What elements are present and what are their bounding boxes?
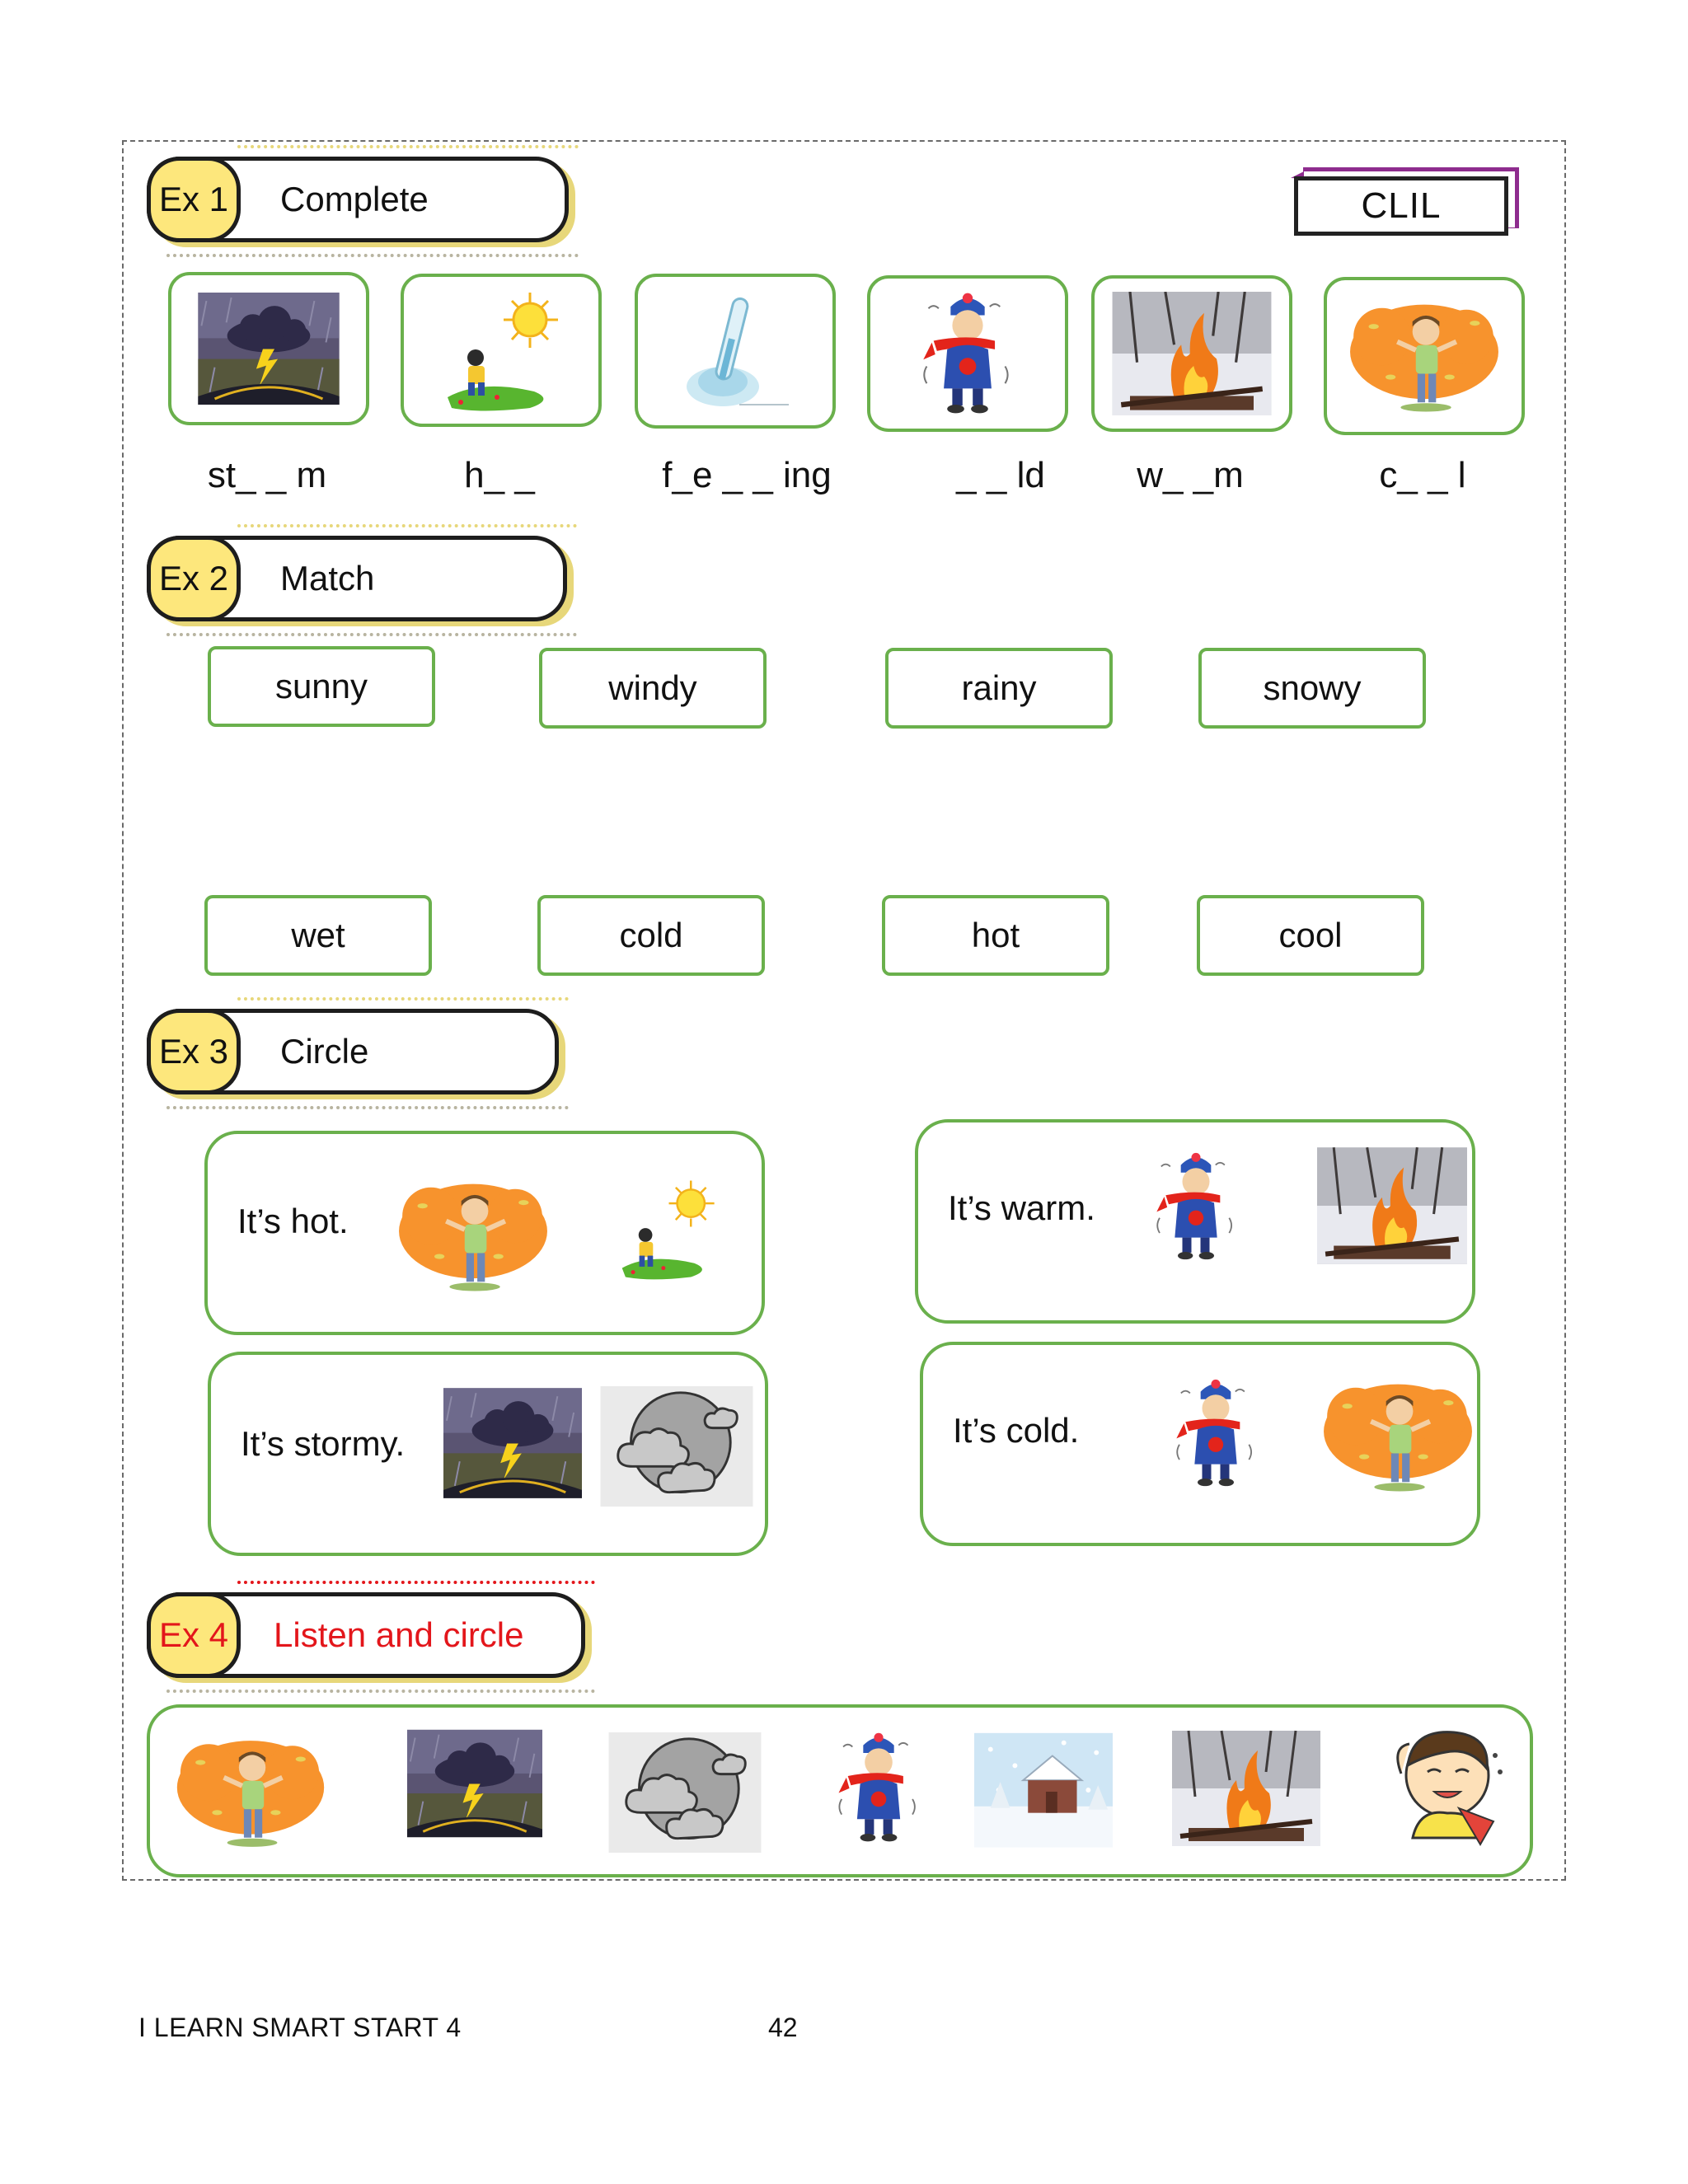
ex1-title: Complete: [280, 180, 429, 218]
ex3-dots-bottom: [166, 1106, 569, 1109]
ex4-dots-top: [237, 1581, 595, 1584]
clil-badge: CLIL: [1294, 176, 1508, 236]
shivering-boy-icon[interactable]: [1170, 1375, 1261, 1492]
circle-item-text: It’s hot.: [237, 1202, 349, 1240]
leaves-boy-icon[interactable]: [175, 1729, 326, 1854]
snow-house-icon[interactable]: [974, 1731, 1113, 1849]
ex2-number: Ex 2: [147, 536, 241, 621]
match-word-top[interactable]: windy: [539, 648, 767, 729]
match-word-bottom[interactable]: wet: [204, 895, 432, 976]
ex1-number: Ex 1: [147, 157, 241, 242]
circle-item-box: [204, 1131, 765, 1335]
ex1-header: [147, 157, 569, 242]
fire-icon[interactable]: [1172, 1727, 1320, 1849]
page-number: 42: [768, 2013, 798, 2042]
storm-icon[interactable]: [407, 1727, 542, 1840]
cloudy-icon[interactable]: [607, 1732, 763, 1853]
ex1-dots-top: [237, 145, 579, 148]
ex1-picture-box[interactable]: [401, 274, 602, 427]
match-word-top[interactable]: sunny: [208, 646, 435, 727]
ex1-picture-box[interactable]: [635, 274, 836, 429]
ex1-picture-box[interactable]: [1324, 277, 1525, 435]
ex3-number: Ex 3: [147, 1009, 241, 1094]
circle-item-box: [208, 1352, 768, 1556]
ex1-word: st_ _ m: [207, 455, 327, 495]
storm-icon[interactable]: [443, 1386, 582, 1500]
cloudy-icon[interactable]: [598, 1386, 755, 1507]
ex4-dots-bottom: [166, 1690, 595, 1693]
listen-and-circle-box: [147, 1704, 1533, 1877]
ex1-word: w_ _m: [1137, 455, 1244, 495]
circle-item-text: It’s warm.: [948, 1188, 1095, 1227]
sun-boy-icon: [431, 288, 571, 412]
footer-series-title: I LEARN SMART START 4: [138, 2013, 462, 2042]
circle-item-text: It’s cold.: [953, 1411, 1080, 1450]
leaves-boy-icon: [1348, 293, 1500, 419]
match-word-bottom[interactable]: cold: [537, 895, 765, 976]
hot-face-icon[interactable]: [1380, 1719, 1512, 1858]
fire-icon[interactable]: [1317, 1146, 1467, 1266]
ex2-title: Match: [280, 559, 375, 598]
ex1-word: h_ _: [464, 455, 535, 495]
circle-item-box: [920, 1342, 1480, 1546]
match-word-top[interactable]: rainy: [885, 648, 1113, 729]
match-word-bottom[interactable]: cool: [1197, 895, 1424, 976]
ex1-picture-box[interactable]: [1091, 275, 1292, 432]
ex2-dots-bottom: [166, 633, 577, 636]
shivering-boy-icon[interactable]: [1151, 1149, 1241, 1264]
ex1-picture-box[interactable]: [867, 275, 1068, 432]
ex1-word: _ _ ld: [956, 455, 1045, 495]
ex1-picture-box[interactable]: [168, 272, 369, 425]
ex3-header: [147, 1009, 559, 1094]
leaves-boy-icon[interactable]: [1322, 1370, 1474, 1502]
ex2-dots-top: [237, 524, 577, 527]
storm-icon: [198, 293, 340, 405]
circle-item-text: It’s stormy.: [241, 1424, 406, 1463]
shivering-boy-icon[interactable]: [832, 1727, 925, 1848]
sun-boy-icon[interactable]: [608, 1175, 725, 1282]
ex2-header: [147, 536, 567, 621]
ex1-dots-bottom: [166, 254, 579, 257]
fire-icon: [1112, 292, 1272, 415]
match-word-bottom[interactable]: hot: [882, 895, 1109, 976]
ex3-title: Circle: [280, 1032, 369, 1071]
leaves-boy-icon[interactable]: [397, 1172, 549, 1299]
circle-item-box: [915, 1119, 1475, 1324]
shivering-boy-icon: [917, 289, 1019, 418]
ex1-word: f_e _ _ ing: [662, 455, 832, 495]
ex3-dots-top: [237, 997, 569, 1001]
ex4-number: Ex 4: [147, 1592, 241, 1678]
thermometer-icon: [665, 285, 805, 417]
ex4-header: [147, 1592, 585, 1678]
ex1-word: c_ _ l: [1379, 455, 1466, 495]
match-word-top[interactable]: snowy: [1198, 648, 1426, 729]
ex4-title: Listen and circle: [274, 1615, 524, 1654]
